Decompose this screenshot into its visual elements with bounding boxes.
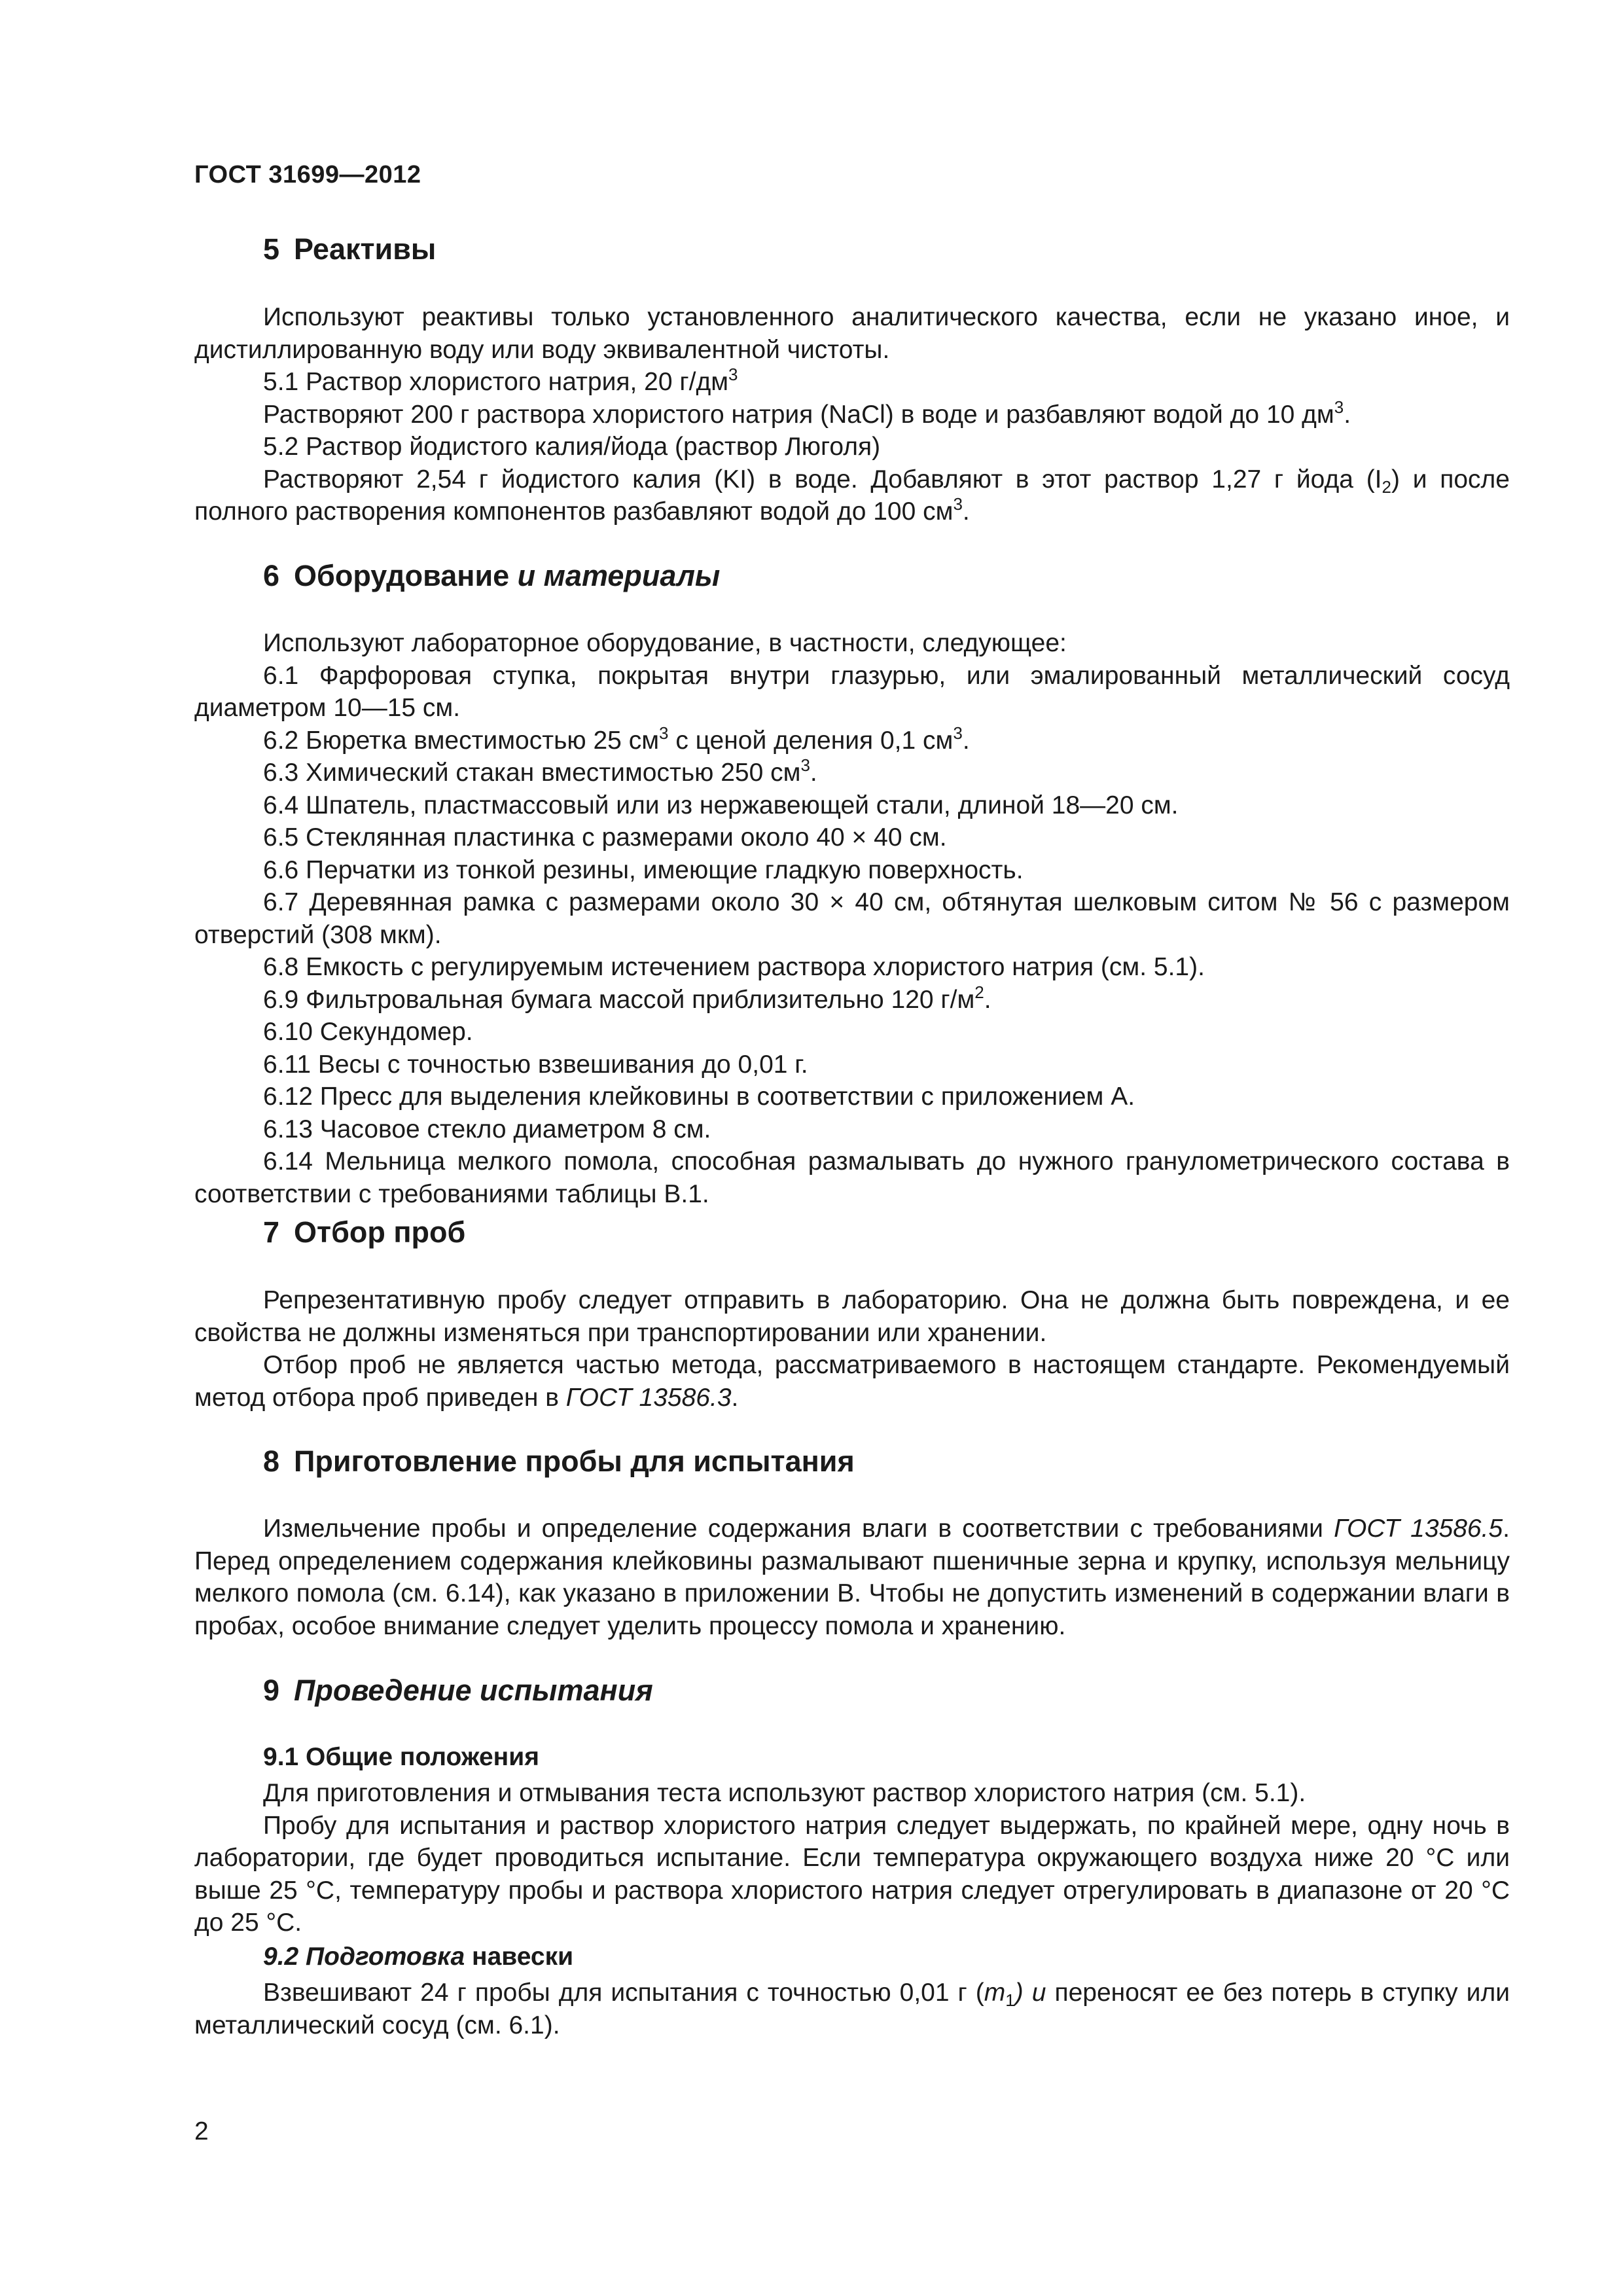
section-number: 8 [263, 1444, 280, 1478]
standard-reference: ГОСТ 13586.5 [1334, 1515, 1503, 1543]
paragraph: Измельчение пробы и определение содержания влаги в соответствии с требованиями ГОСТ 13586.5. Перед определением содержания клейковины размалывают пшеничные зерна и крупку, используя мельницу мелкого помола (см. 6.14), как указано в приложении В. Чтобы не допустить изменений в содержании влаги в пробах, особое внимание следует уделить процессу помола и хранению. [194, 1515, 1510, 1640]
paragraph: Растворяют 2,54 г йодистого калия (KI) в воде. Добавляют в этот раствор 1,27 г йода $(I_2)$ и после полного растворения компонентов разбавляют водой до 100 $см^3$. [194, 465, 1510, 526]
paragraph: Отбор проб не является частью метода, рассматриваемого в настоящем стандарте. Рекомендуемый метод отбора проб приведен в ГОСТ 13586.3. [194, 1351, 1510, 1412]
subsection-9-1-heading: 9.1 Общие положения [263, 1743, 539, 1771]
section-title: Приготовление пробы для испытания [294, 1444, 855, 1478]
list-item: 6.5 Стеклянная пластинка с размерами около 40 × 40 см. [263, 823, 947, 852]
section-number: 5 [263, 232, 280, 266]
paragraph: 5.2 Раствор йодистого калия/йода (раствор Люголя) [263, 433, 881, 461]
paragraph: Растворяют 200 г раствора хлористого натрия (NaCl) в воде и разбавляют водой до 10 $дм^3$. [263, 397, 1351, 429]
section-number: 9 [263, 1674, 280, 1707]
paragraph: Пробу для испытания и раствор хлористого натрия следует выдержать, по крайней мере, одну ночь в лаборатории, где будет проводиться испытание. Если температура окружающего воздуха ниже 20 °С или выше 25 °С, температуру пробы и раствора хлористого натрия следует отрегулировать в диапазоне от 20 °С до 25 °С. [194, 1811, 1510, 1937]
section-5-body [194, 301, 1510, 528]
paragraph: Для приготовления и отмывания теста используют раствор хлористого натрия (см. 5.1). [263, 1779, 1306, 1807]
list-item: 6.11 Весы с точностью взвешивания до 0,01 г. [263, 1050, 808, 1079]
list-item: 6.14 Мельница мелкого помола, способная размалывать до нужного гранулометрического состава в соответствии с требованиями таблицы В.1. [194, 1147, 1510, 1208]
section-title: Реактивы [294, 232, 437, 266]
section-8-body [194, 1513, 1510, 1642]
section-title: Отбор проб [294, 1215, 466, 1249]
section-8-heading [263, 1443, 855, 1480]
section-number: 7 [263, 1215, 280, 1249]
section-7-heading [263, 1214, 465, 1251]
list-item: 6.1 Фарфоровая ступка, покрытая внутри глазурью, или эмалированный металлический сосуд диаметром 10—15 см. [194, 661, 1510, 722]
section-title-italic: и материалы [517, 559, 721, 592]
list-item: 6.3 Химический стакан вместимостью 250 $см^3$. [263, 755, 817, 787]
subsection-9-2-body [194, 1977, 1510, 2041]
section-title-italic: Проведение испытания [294, 1674, 653, 1707]
list-item: 6.10 Секундомер. [263, 1018, 473, 1046]
subsection-9-2-heading: 9.2 Подготовка навески [263, 1943, 574, 1971]
section-6-heading [263, 558, 720, 594]
list-item: 6.4 Шпатель, пластмассовый или из нержавеющей стали, длиной 18—20 см. [263, 791, 1179, 819]
paragraph: Репрезентативную пробу следует отправить в лабораторию. Она не должна быть повреждена, и ее свойства не должны изменяться при транспортировании или хранении. [194, 1286, 1510, 1347]
page-number: 2 [194, 2117, 209, 2145]
list-item: 6.2 Бюретка вместимостью 25 $см^3$ с ценой деления 0,1 $см^3$. [263, 723, 970, 755]
list-item: 6.9 Фильтровальная бумага массой приблизительно 120 $г/м^2$. [263, 982, 991, 1014]
paragraph: Используют реактивы только установленного аналитического качества, если не указано иное, и дистиллированную воду или воду эквивалентной чистоты. [194, 303, 1510, 364]
paragraph: Взвешивают 24 г пробы для испытания с точностью 0,01 г $(m_1)$ и переносят ее без потерь в ступку или металлический сосуд (см. 6.1). [194, 1979, 1510, 2039]
list-item: 6.7 Деревянная рамка с размерами около 30 × 40 см, обтянутая шелковым ситом № 56 с размером отверстий (308 мкм). [194, 888, 1510, 949]
list-item: 6.6 Перчатки из тонкой резины, имеющие гладкую поверхность. [263, 855, 1024, 884]
subsection-9-1-body [194, 1777, 1510, 1939]
list-item: 6.12 Пресс для выделения клейковины в соответствии с приложением А. [263, 1083, 1135, 1111]
section-9-heading [263, 1672, 653, 1709]
list-item: 6.13 Часовое стекло диаметром 8 см. [263, 1115, 711, 1143]
list-item: 6.8 Емкость с регулируемым истечением раствора хлористого натрия (см. 5.1). [263, 953, 1205, 981]
section-title: Оборудование [294, 559, 518, 592]
document-header: ГОСТ 31699—2012 [194, 161, 421, 188]
section-6-body [194, 627, 1510, 1210]
section-7-body [194, 1284, 1510, 1414]
paragraph: 5.1 Раствор хлористого натрия, 20 $г/дм^3$ [263, 365, 738, 396]
standard-reference: ГОСТ 13586.3 [565, 1383, 732, 1412]
section-number: 6 [263, 559, 280, 592]
paragraph: Используют лабораторное оборудование, в частности, следующее: [263, 629, 1067, 657]
section-5-heading [263, 231, 436, 268]
